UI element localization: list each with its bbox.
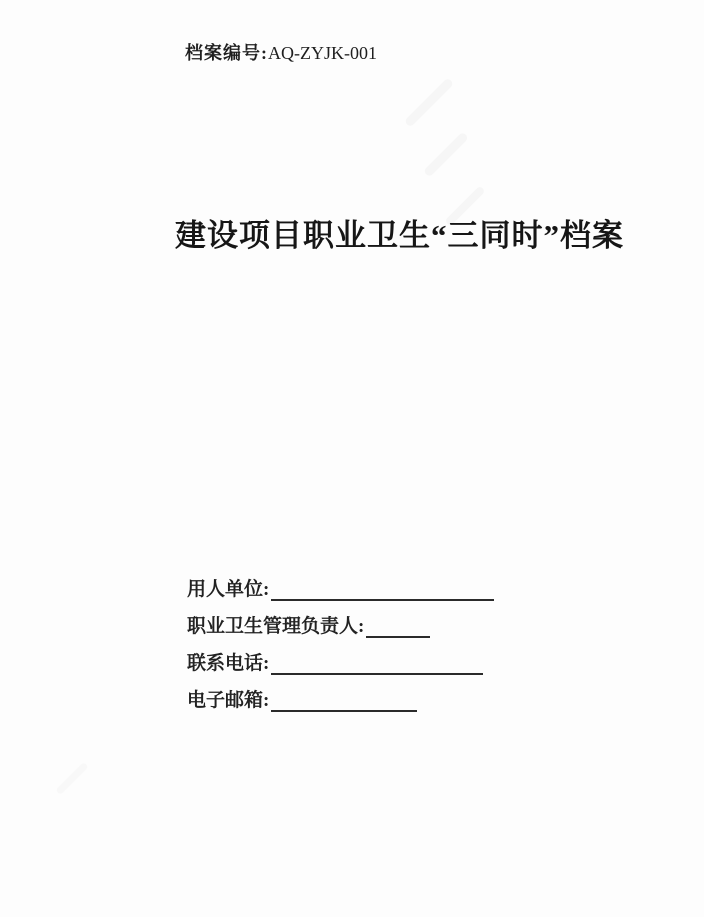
employer-label: 用人单位:: [187, 579, 270, 600]
email-label: 电子邮箱:: [187, 690, 270, 711]
archive-number-value: AQ-ZYJK-001: [268, 43, 377, 63]
field-row-health-manager: [187, 615, 494, 638]
health-manager-label: 职业卫生管理负责人:: [187, 616, 365, 637]
archive-number-label: 档案编号:: [185, 43, 268, 63]
scan-artifact: [404, 77, 454, 127]
fill-in-fields: [187, 578, 494, 726]
phone-label: 联系电话:: [187, 653, 270, 674]
scan-artifact: [423, 132, 469, 178]
field-row-phone: [187, 652, 494, 675]
field-row-employer: [187, 578, 494, 601]
phone-blank-line: [271, 653, 483, 675]
employer-blank-line: [271, 579, 494, 601]
field-row-email: [187, 689, 494, 712]
archive-number: [185, 42, 377, 64]
health-manager-blank-line: [366, 616, 430, 638]
document-title: 建设项目职业卫生“三同时”档案: [175, 218, 624, 253]
email-blank-line: [271, 690, 417, 712]
scan-artifact: [55, 762, 88, 795]
